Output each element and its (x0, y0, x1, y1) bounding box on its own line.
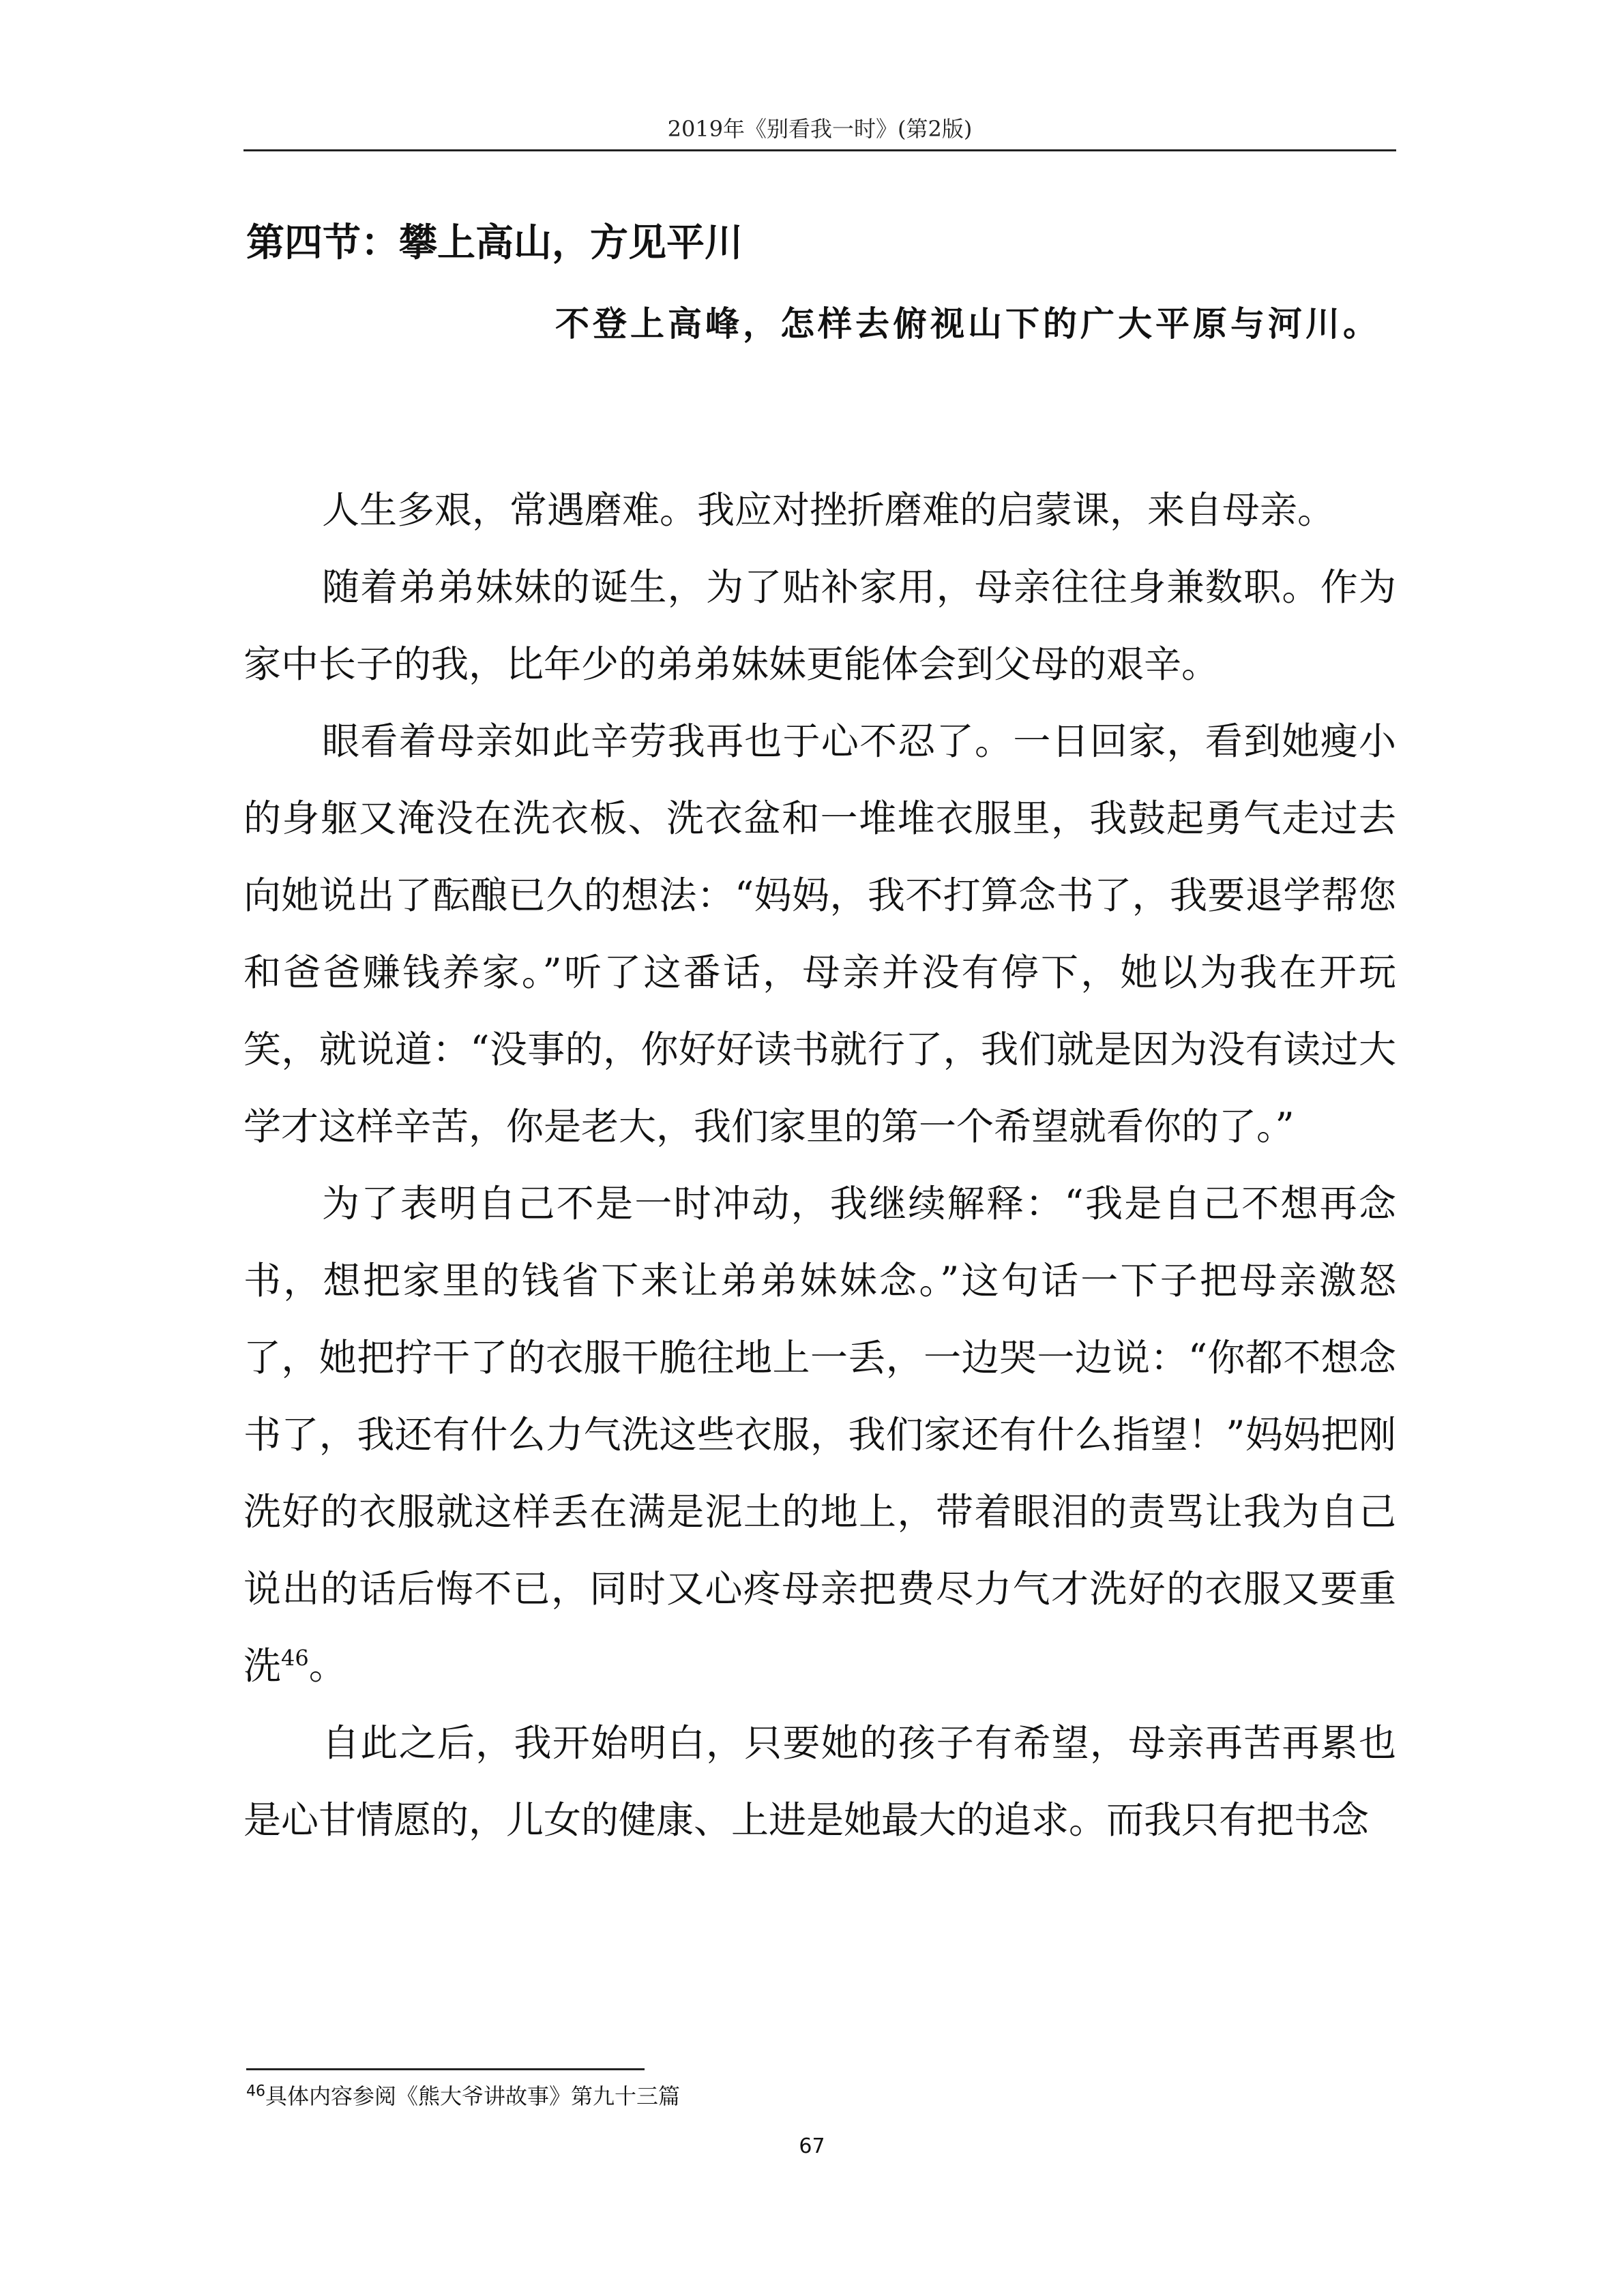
footnote-reference[interactable]: 46 (281, 1645, 309, 1671)
paragraph-2: 随着弟弟妹妹的诞生，为了贴补家用，母亲往往身兼数职。作为家中长子的我，比年少的弟弟妹妹更能体会到父母的艰辛。 (243, 565, 1396, 686)
running-header: 2019年《别看我一时》(第2版) (667, 116, 973, 142)
footnote-rule (246, 2068, 645, 2070)
paragraph-4-text: 为了表明自己不是一时冲动，我继续解释：“我是自己不想再念书，想把家里的钱省下来让弟弟妹妹念。”这句话一下子把母亲激怒了，她把拧干了的衣服干脆往地上一丢，一边哭一边说：“你都不想念书了，我还有什么力气洗这些衣服，我们家还有什么指望！”妈妈把刚洗好的衣服就这样丢在满是泥土的地上，带着眼泪的责骂让我为自己说出的话后悔不已，同时又心疼母亲把费尽力气才洗好的衣服又要重洗 (243, 1182, 1396, 1688)
paragraph-4 (243, 1165, 1396, 1705)
paragraph-4-tail: 。 (308, 1644, 346, 1688)
footnote-text: 具体内容参阅《熊大爷讲故事》第九十三篇 (265, 2083, 681, 2109)
paragraph-1: 人生多艰，常遇磨难。我应对挫折磨难的启蒙课，来自母亲。 (322, 488, 1335, 532)
header-rule (243, 149, 1396, 151)
section-title: 第四节：攀上高山，方见平川 (246, 220, 743, 265)
footnote (246, 2080, 680, 2113)
footnote-mark: 46 (246, 2083, 265, 2100)
paragraph-5: 自此之后，我开始明白，只要她的孩子有希望，母亲再苦再累也是心甘情愿的，儿女的健康、上进是她最大的追求。而我只有把书念 (243, 1721, 1396, 1842)
body-text (243, 472, 1396, 1859)
paragraph-3: 眼看着母亲如此辛劳我再也于心不忍了。一日回家，看到她瘦小的身躯又淹没在洗衣板、洗衣盆和一堆堆衣服里，我鼓起勇气走过去向她说出了酝酿已久的想法：“妈妈，我不打算念书了，我要退学帮您和爸爸赚钱养家。”听了这番话，母亲并没有停下，她以为我在开玩笑，就说道：“没事的，你好好读书就行了，我们就是因为没有读过大学才这样辛苦，你是老大，我们家里的第一个希望就看你的了。” (243, 719, 1396, 1148)
page-number: 67 (799, 2134, 825, 2158)
epigraph: 不登上高峰，怎样去俯视山下的广大平原与河川。 (555, 303, 1381, 344)
